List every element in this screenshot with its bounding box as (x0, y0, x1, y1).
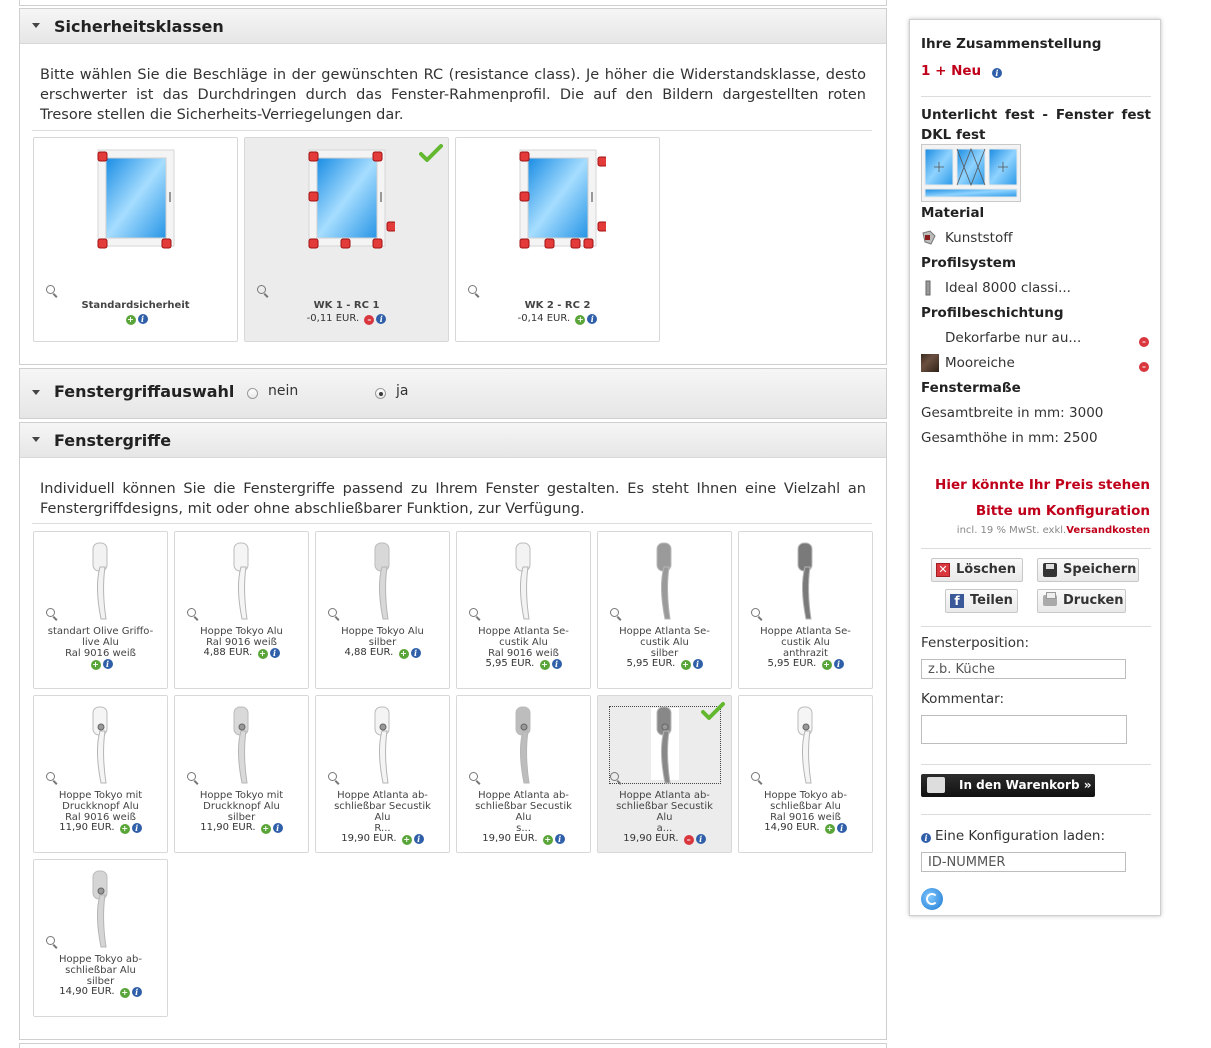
zoom-icon[interactable] (610, 608, 619, 617)
save-label: Speichern (1063, 562, 1137, 577)
add-icon[interactable]: + (400, 649, 407, 658)
add-icon[interactable]: + (121, 824, 129, 833)
window-image (94, 142, 184, 257)
security-class-header[interactable] (20, 9, 886, 44)
new-config-link[interactable] (921, 63, 1002, 79)
handle-name: Hoppe Tokyo mit Druckknopf Alu Ral 9016 weiß (58, 790, 143, 823)
info-icon[interactable]: i (138, 314, 148, 324)
info-icon[interactable]: i (992, 68, 1002, 78)
info-icon[interactable]: i (411, 648, 421, 658)
load-config-row (921, 828, 1105, 844)
selected-check-icon (419, 144, 443, 164)
handle-price-row (457, 658, 590, 670)
add-icon[interactable]: + (826, 824, 834, 833)
summary-title: Ihre Zusammenstellung (921, 36, 1102, 52)
handle-price-row (739, 822, 872, 834)
handle-price-row (316, 647, 449, 659)
collapse-triangle-icon (32, 23, 40, 28)
info-icon[interactable]: i (552, 659, 562, 669)
load-config-label: Eine Konfiguration laden: (935, 828, 1106, 844)
handle-price: 5,95 EUR. (626, 658, 676, 669)
info-icon[interactable]: i (270, 648, 280, 658)
info-icon[interactable]: i (132, 987, 142, 997)
collapse-triangle-icon (32, 390, 40, 395)
total-width: Gesamtbreite in mm: 3000 (921, 405, 1104, 421)
add-icon[interactable]: + (576, 315, 584, 324)
remove-icon[interactable]: – (1139, 362, 1149, 372)
handle-image (229, 541, 255, 621)
coating-value-1: Dekorfarbe nur au... (945, 330, 1082, 346)
handle-price-row (316, 833, 449, 845)
handle-choice-panel (19, 368, 887, 419)
handle-price: 19,90 EUR. (623, 833, 679, 844)
zoom-icon[interactable] (46, 772, 55, 781)
remove-icon[interactable]: – (364, 315, 374, 325)
radio-no-label: nein (268, 383, 299, 399)
add-icon[interactable]: + (823, 660, 830, 669)
comment-textarea[interactable] (921, 715, 1127, 744)
add-icon[interactable]: + (92, 660, 99, 669)
info-icon[interactable]: i (693, 659, 703, 669)
handle-name: Hoppe Atlanta ab- schließbar Secustik Alu s... (475, 790, 572, 834)
total-height: Gesamthöhe in mm: 2500 (921, 430, 1098, 446)
delete-icon: ✕ (936, 563, 950, 577)
tax-text: incl. 19 % MwSt. exkl. (956, 525, 1067, 536)
handle-name: Hoppe Tokyo mit Druckknopf Alu silber (199, 790, 284, 823)
zoom-icon[interactable] (610, 772, 619, 781)
shipping-link[interactable]: Versandkosten (1066, 525, 1150, 536)
divider (32, 523, 872, 524)
handle-image (793, 541, 819, 621)
handle-price-row (739, 658, 872, 670)
security-option-card[interactable] (455, 137, 660, 342)
zoom-icon[interactable] (46, 285, 55, 294)
zoom-icon[interactable] (46, 608, 55, 617)
handle-price: 11,90 EUR. (200, 822, 256, 833)
option-price-row (34, 313, 237, 325)
cart-icon (927, 777, 945, 793)
handle-price-row (598, 833, 731, 845)
handle-image (370, 705, 396, 785)
handle-price: 19,90 EUR. (482, 833, 538, 844)
material-icon (921, 230, 937, 246)
info-icon[interactable]: i (103, 659, 113, 669)
zoom-icon[interactable] (328, 772, 337, 781)
share-button[interactable] (945, 589, 1018, 613)
handle-name: standart Olive Griffo- live Alu Ral 9016 weiß (47, 626, 154, 659)
add-icon[interactable]: + (544, 835, 552, 844)
add-icon[interactable]: + (262, 824, 270, 833)
coating-value-2: Mooreiche (945, 355, 1015, 371)
add-icon[interactable]: + (127, 315, 134, 324)
add-icon[interactable]: + (541, 660, 548, 669)
handle-price-row (175, 822, 308, 834)
handle-option-card[interactable] (174, 695, 309, 853)
handle-name: Hoppe Atlanta Se- custik Alu silber (619, 626, 710, 659)
comment-label: Kommentar: (921, 691, 1005, 707)
dimensions-label: Fenstermaße (921, 380, 1021, 396)
security-option-card[interactable] (244, 137, 449, 342)
info-icon[interactable]: i (921, 833, 931, 843)
handle-option-card[interactable] (738, 531, 873, 689)
info-icon[interactable]: i (132, 823, 142, 833)
section-title: Fenstergriffe (54, 431, 172, 450)
config-name: Unterlicht fest - Fenster fest DKL fest (921, 107, 1151, 143)
handle-name: Hoppe Atlanta ab- schließbar Secustik Alu R... (334, 790, 431, 834)
divider (921, 548, 1151, 549)
new-config-label: 1 + Neu (921, 63, 982, 79)
handle-name: Hoppe Tokyo ab- schließbar Alu silber (59, 954, 142, 987)
option-price: -0,11 EUR. (306, 313, 360, 324)
info-icon[interactable]: i (696, 834, 706, 844)
section-title: Fenstergriffauswahl (54, 382, 235, 401)
info-icon[interactable]: i (273, 823, 283, 833)
handle-option-card[interactable] (174, 531, 309, 689)
info-icon[interactable]: i (376, 314, 386, 324)
divider (921, 764, 1151, 765)
position-input[interactable]: z.b. Küche (921, 659, 1126, 679)
handle-name: Hoppe Atlanta Se- custik Alu Ral 9016 weiß (478, 626, 569, 659)
window-image (516, 142, 606, 257)
radio-yes-label: ja (396, 383, 409, 399)
option-price-row (245, 313, 448, 325)
handle-name: Hoppe Atlanta Se- custik Alu anthrazit (760, 626, 851, 659)
zoom-icon[interactable] (469, 772, 478, 781)
add-icon[interactable]: + (121, 988, 129, 997)
handle-price: 14,90 EUR. (59, 986, 115, 997)
add-icon[interactable]: + (682, 660, 689, 669)
zoom-icon[interactable] (751, 608, 760, 617)
handle-price-row (175, 647, 308, 659)
wood-swatch-icon (921, 354, 939, 372)
zoom-icon[interactable] (468, 285, 477, 294)
info-icon[interactable]: i (834, 659, 844, 669)
option-price: -0,14 EUR. (517, 313, 571, 324)
coating-label: Profilbeschichtung (921, 305, 1064, 321)
price-note: Hier könnte Ihr Preis stehen (935, 477, 1150, 493)
zoom-icon[interactable] (328, 608, 337, 617)
handle-option-card[interactable] (33, 859, 168, 1017)
handles-header[interactable] (20, 423, 886, 458)
summary-sidebar (909, 19, 1161, 916)
profile-icon (923, 280, 933, 296)
handle-image (88, 705, 114, 785)
handle-option-card[interactable] (456, 531, 591, 689)
remove-icon[interactable]: – (1139, 337, 1149, 347)
handle-price-row (34, 986, 167, 998)
profile-label: Profilsystem (921, 255, 1017, 271)
price-request: Bitte um Konfiguration (975, 503, 1150, 519)
window-config-thumbnail (921, 144, 1021, 202)
tax-note (957, 525, 1150, 536)
handle-choice-header (20, 369, 886, 418)
security-option-card[interactable] (33, 137, 238, 342)
radio-yes[interactable] (375, 388, 386, 399)
handle-price-row (34, 658, 167, 670)
handle-price-row (457, 833, 590, 845)
radio-no[interactable] (247, 388, 258, 399)
option-name: Standardsicherheit (81, 300, 190, 311)
divider (32, 130, 872, 131)
handle-option-card[interactable] (597, 531, 732, 689)
handle-option-card[interactable] (315, 531, 450, 689)
handle-image (88, 869, 114, 949)
handle-option-card[interactable] (456, 695, 591, 853)
handle-price: 5,95 EUR. (485, 658, 535, 669)
zoom-icon[interactable] (257, 285, 266, 294)
selected-check-icon (701, 702, 725, 722)
add-icon[interactable]: + (259, 649, 266, 658)
handle-price: 4,88 EUR. (203, 647, 253, 658)
handle-option-card[interactable] (33, 531, 168, 689)
handle-name: Hoppe Atlanta ab- schließbar Secustik Alu a... (616, 790, 713, 834)
handle-option-card[interactable] (315, 695, 450, 853)
handle-option-card[interactable] (738, 695, 873, 853)
handle-image (88, 541, 114, 621)
remove-icon[interactable]: – (684, 835, 694, 845)
collapse-triangle-icon (32, 437, 40, 442)
handle-price-row (598, 658, 731, 670)
add-to-cart-button[interactable] (921, 774, 1095, 797)
info-icon[interactable]: i (837, 823, 847, 833)
config-id-input[interactable]: ID-NUMMER (921, 852, 1126, 872)
material-label: Material (921, 205, 985, 221)
handle-image (229, 705, 255, 785)
save-button[interactable] (1037, 558, 1139, 582)
previous-panel-edge (19, 0, 887, 6)
share-label: Teilen (970, 593, 1013, 608)
info-icon[interactable]: i (555, 834, 565, 844)
zoom-icon[interactable] (469, 608, 478, 617)
handle-option-card[interactable] (597, 695, 732, 853)
handle-price: 19,90 EUR. (341, 833, 397, 844)
print-label: Drucken (1063, 593, 1124, 608)
divider (921, 814, 1151, 815)
zoom-icon[interactable] (751, 772, 760, 781)
delete-label: Löschen (956, 562, 1016, 577)
add-to-cart-label: In den Warenkorb » (959, 778, 1092, 792)
delete-button[interactable] (931, 558, 1023, 582)
handle-price-row (34, 822, 167, 834)
window-image (305, 142, 395, 257)
divider (921, 96, 1151, 97)
position-label: Fensterposition: (921, 635, 1030, 651)
next-panel-edge (19, 1043, 887, 1048)
handle-price: 5,95 EUR. (767, 658, 817, 669)
handle-image (511, 541, 537, 621)
handle-name: Hoppe Tokyo Alu silber (341, 626, 424, 648)
save-icon (1043, 563, 1057, 577)
handle-name: Hoppe Tokyo ab- schließbar Alu Ral 9016 weiß (764, 790, 847, 823)
handle-image (793, 705, 819, 785)
handles-description: Individuell können Sie die Fenstergriffe passend zu Ihrem Fenster gestalten. Es steht Ihnen eine Vielzahl an Fenstergriffdesigns, mit oder ohne abschließbarer Funktion, zur Verfügung. (40, 481, 866, 517)
handle-image (652, 705, 678, 785)
zoom-icon[interactable] (187, 772, 196, 781)
facebook-icon: f (950, 594, 964, 608)
handle-image (370, 541, 396, 621)
handle-option-card[interactable] (33, 695, 168, 853)
zoom-icon[interactable] (187, 608, 196, 617)
material-value: Kunststoff (945, 230, 1013, 246)
security-description: Bitte wählen Sie die Beschläge in der gewünschten RC (resistance class). Je höher die Widerstandsklasse, desto erschwerter ist das Durchdringen durch das Fenster-Rahmenprofil. Die auf den Bildern dargestellten roten Tresore stellen die Sicherheits-Verriegelungen dar. (40, 67, 866, 123)
option-name: WK 1 - RC 1 (313, 300, 380, 311)
divider (921, 626, 1151, 627)
zoom-icon[interactable] (46, 936, 55, 945)
info-icon[interactable]: i (587, 314, 597, 324)
printer-icon (1043, 595, 1057, 606)
handle-name: Hoppe Tokyo Alu Ral 9016 weiß (200, 626, 283, 648)
info-icon[interactable]: i (414, 834, 424, 844)
handle-price: 11,90 EUR. (59, 822, 115, 833)
handle-image (511, 705, 537, 785)
handle-image (652, 541, 678, 621)
print-button[interactable] (1037, 589, 1126, 613)
add-icon[interactable]: + (403, 835, 411, 844)
section-title: Sicherheitsklassen (54, 17, 224, 36)
option-price-row (456, 313, 659, 325)
handle-price: 14,90 EUR. (764, 822, 820, 833)
handle-price: 4,88 EUR. (344, 647, 394, 658)
reload-icon[interactable] (921, 888, 943, 910)
option-name: WK 2 - RC 2 (524, 300, 591, 311)
profile-value: Ideal 8000 classi... (945, 280, 1071, 296)
